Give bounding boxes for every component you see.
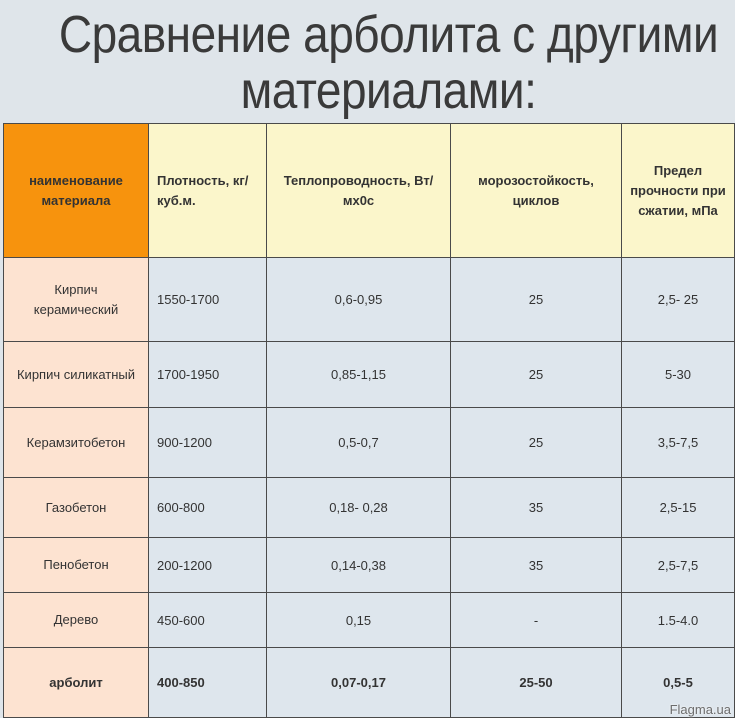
strength-cell: 0,5-5 [622, 648, 735, 718]
density-cell: 400-850 [149, 648, 267, 718]
frost-cell: 35 [451, 478, 622, 538]
strength-cell: 2,5- 25 [622, 258, 735, 342]
table-row [4, 538, 735, 593]
material-name: Пенобетон [4, 538, 149, 593]
material-name: Газобетон [4, 478, 149, 538]
table-row-highlighted [4, 648, 735, 718]
thermal-cell: 0,6-0,95 [267, 258, 451, 342]
material-name: Дерево [4, 593, 149, 648]
strength-cell: 1.5-4.0 [622, 593, 735, 648]
thermal-cell: 0,07-0,17 [267, 648, 451, 718]
thermal-cell: 0,14-0,38 [267, 538, 451, 593]
table-row [4, 478, 735, 538]
header-thermal-conductivity: Теплопроводность, Вт/мх0с [267, 124, 451, 258]
frost-cell: 35 [451, 538, 622, 593]
header-density: Плотность, кг/куб.м. [149, 124, 267, 258]
header-material: наименование материала [4, 124, 149, 258]
strength-cell: 2,5-7,5 [622, 538, 735, 593]
title-line-2: материалами: [240, 60, 537, 120]
thermal-cell: 0,18- 0,28 [267, 478, 451, 538]
frost-cell: - [451, 593, 622, 648]
density-cell: 600-800 [149, 478, 267, 538]
frost-cell: 25 [451, 342, 622, 408]
frost-cell: 25 [451, 258, 622, 342]
material-name: Кирпич силикатный [4, 342, 149, 408]
density-cell: 1550-1700 [149, 258, 267, 342]
material-name: Керамзитобетон [4, 408, 149, 478]
density-cell: 900-1200 [149, 408, 267, 478]
strength-cell: 2,5-15 [622, 478, 735, 538]
material-name: Кирпич керамический [4, 258, 149, 342]
strength-cell: 3,5-7,5 [622, 408, 735, 478]
density-cell: 1700-1950 [149, 342, 267, 408]
density-cell: 450-600 [149, 593, 267, 648]
thermal-cell: 0,5-0,7 [267, 408, 451, 478]
comparison-table [3, 123, 735, 718]
density-cell: 200-1200 [149, 538, 267, 593]
title-line-1: Сравнение арболита с другими [58, 4, 719, 64]
header-compressive-strength: Предел прочности при сжатии, мПа [622, 124, 735, 258]
page-title [0, 6, 735, 118]
table-row [4, 408, 735, 478]
header-frost-resistance: морозостойкость, циклов [451, 124, 622, 258]
table-row [4, 258, 735, 342]
material-name: арболит [4, 648, 149, 718]
thermal-cell: 0,15 [267, 593, 451, 648]
thermal-cell: 0,85-1,15 [267, 342, 451, 408]
table-header-row [4, 124, 735, 258]
table-row [4, 593, 735, 648]
strength-cell: 5-30 [622, 342, 735, 408]
frost-cell: 25 [451, 408, 622, 478]
table-row [4, 342, 735, 408]
watermark: Flagma.ua [669, 702, 731, 717]
frost-cell: 25-50 [451, 648, 622, 718]
